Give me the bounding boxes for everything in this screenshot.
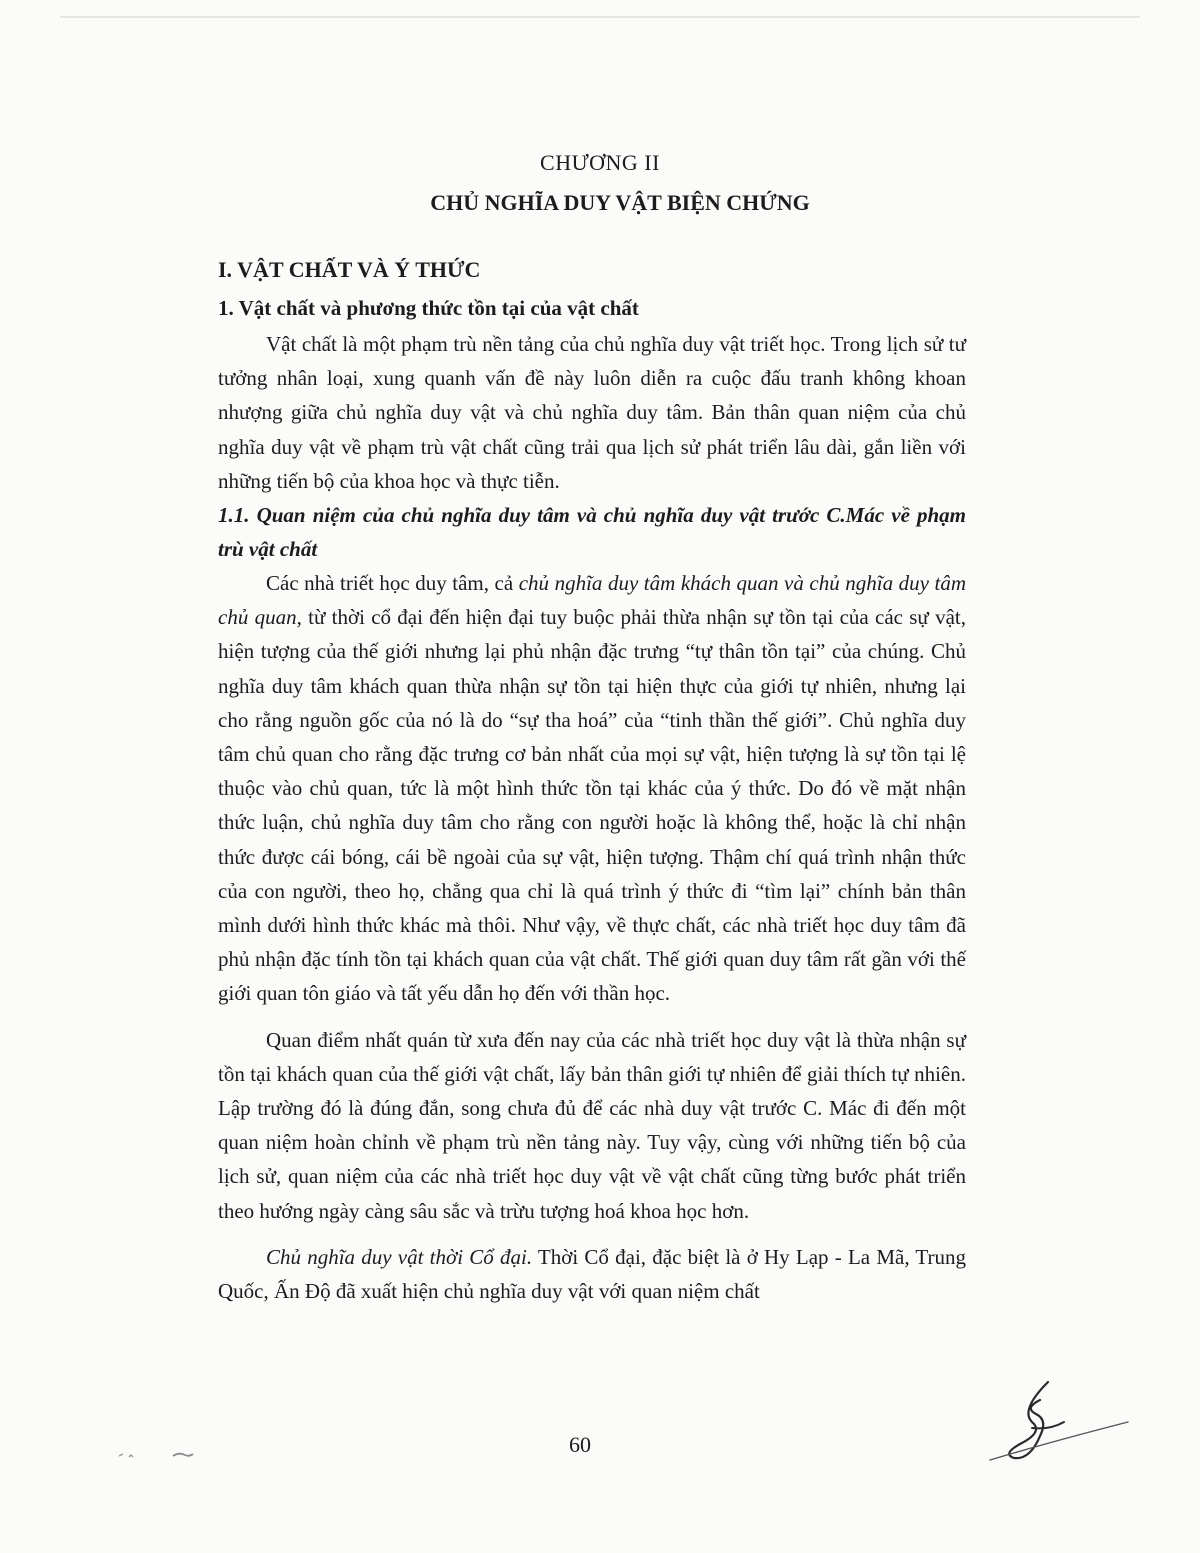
scan-artifact [115, 1448, 205, 1462]
paragraph-text: từ thời cổ đại đến hiện đại tuy buộc phải thừa nhận sự tồn tại của các sự vật, hiện tượng của thế giới nhưng lại phủ nhận đặc trưng “tự thân tồn tại” của chúng. Chủ nghĩa duy tâm khách quan thừa nhận sự tồn tại hiện thực của giới tự nhiên, nhưng lại cho rằng nguồn gốc của nó là do “sự tha hoá” của “tinh thần thế giới”. Chủ nghĩa duy tâm chủ quan cho rằng đặc trưng cơ bản nhất của mọi sự vật, hiện tượng là sự tồn tại lệ thuộc vào chủ quan, tức là một hình thức tồn tại khác của ý thức. Do đó về mặt nhận thức luận, chủ nghĩa duy tâm cho rằng con người hoặc là không thể, hoặc là chỉ nhận thức được cái bóng, cái bề ngoài của sự vật, hiện tượng. Thậm chí quá trình nhận thức của con người, theo họ, chẳng qua chỉ là quá trình ý thức đi “tìm lại” chính bản thân mình dưới hình thức khác mà thôi. Như vậy, về thực chất, các nhà triết học duy tâm đã phủ nhận đặc tính tồn tại khách quan của vật chất. Thế giới quan duy tâm rất gần với thế giới quan tôn giáo và tất yếu dẫn họ đến với thần học. [218, 605, 966, 1006]
chapter-title: CHỦ NGHĨA DUY VẬT BIỆN CHỨNG [430, 190, 810, 215]
emphasis-text: chủ nghĩa duy tâm khách quan và chủ nghĩa duy tâm chủ quan, [218, 571, 966, 630]
section-heading: I. VẬT CHẤT VÀ Ý THỨC [218, 257, 481, 282]
intro-paragraph: Vật chất là một phạm trù nền tảng của chủ nghĩa duy vật triết học. Trong lịch sử tư tưởng nhân loại, xung quanh vấn đề này luôn diễn ra cuộc đấu tranh không khoan nhượng giữa chủ nghĩa duy vật và chủ nghĩa duy tâm. Bản thân quan niệm của chủ nghĩa duy vật về phạm trù vật chất cũng trải qua lịch sử phát triển lâu dài, gắn liền với những tiến bộ của khoa học và thực tiễn. [218, 332, 966, 493]
paragraph-idealism [218, 566, 966, 1011]
paragraph-text: Các nhà triết học duy tâm, cả [266, 571, 519, 596]
handwritten-signature [980, 1370, 1130, 1470]
subsection-heading: 1. Vật chất và phương thức tồn tại của vật chất [218, 296, 639, 320]
subsubsection-heading: 1.1. Quan niệm của chủ nghĩa duy tâm và chủ nghĩa duy vật trước C.Mác về phạm trù vật chất [218, 503, 966, 562]
page-number: 60 [569, 1432, 591, 1457]
emphasis-text: Chủ nghĩa duy vật thời Cổ đại. [266, 1244, 533, 1269]
paragraph-materialism: Quan điểm nhất quán từ xưa đến nay của các nhà triết học duy vật là thừa nhận sự tồn tại khách quan của thế giới vật chất, lấy bản thân giới tự nhiên để giải thích tự nhiên. Lập trường đó là đúng đắn, song chưa đủ để các nhà duy vật trước C. Mác đi đến một quan niệm hoàn chỉnh về phạm trù nền tảng này. Tuy vậy, cùng với những tiến bộ của lịch sử, quan niệm của các nhà triết học duy vật về vật chất cũng từng bước phát triển theo hướng ngày càng sâu sắc và trừu tượng hoá khoa học hơn. [218, 1027, 966, 1223]
chapter-label: CHƯƠNG II [540, 150, 660, 175]
scan-top-edge [60, 16, 1140, 18]
body-text [218, 255, 966, 1308]
paragraph-text: Thời Cổ đại, đặc biệt là ở Hy Lạp - La Mã, Trung Quốc, Ấn Độ đã xuất hiện chủ nghĩa duy vật với quan niệm chất [218, 1244, 966, 1304]
paragraph-ancient-materialism [218, 1240, 966, 1308]
